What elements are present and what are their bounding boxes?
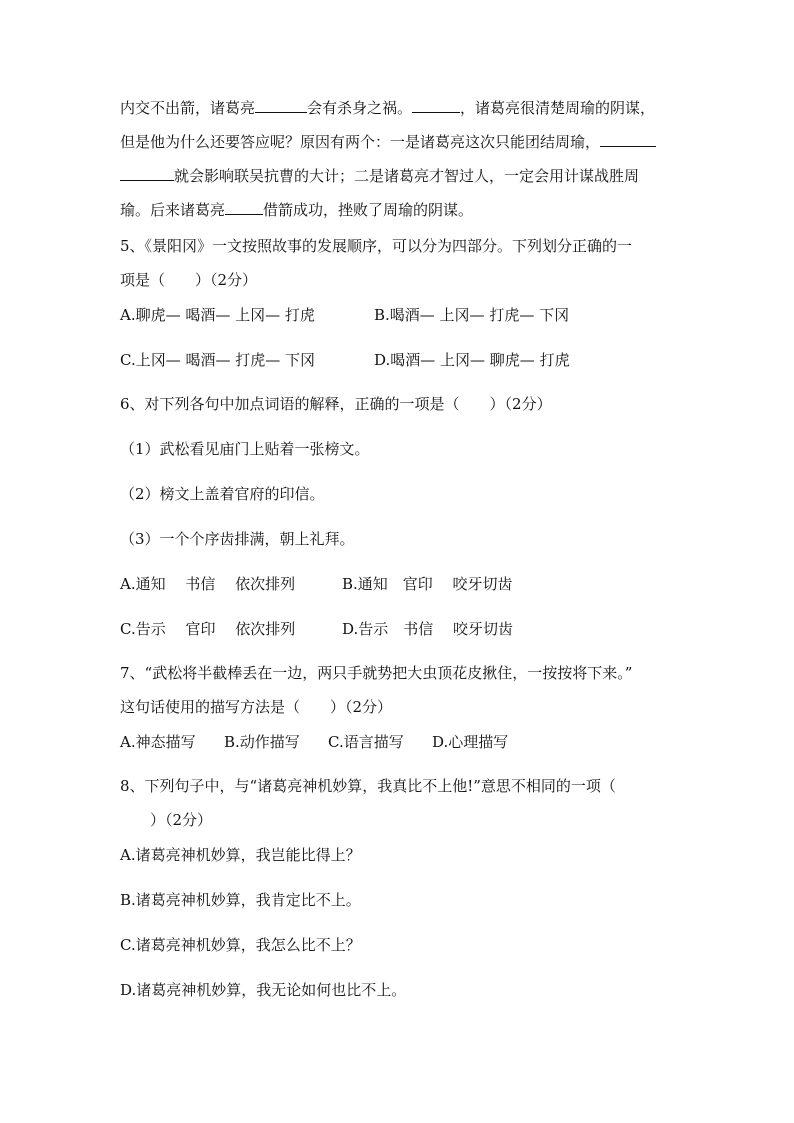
option-a: A.诸葛亮神机妙算，我岂能比得上？ <box>120 846 361 864</box>
answer-blank <box>412 96 460 113</box>
question-7 <box>120 661 680 719</box>
question-stem: 5、《景阳冈》一文按照故事的发展顺序，可以分为四部分。下列划分正确的一 <box>120 237 633 255</box>
option-b: B.诸葛亮神机妙算，我肯定比不上。 <box>120 891 361 909</box>
passage-text: 但是他为什么还要答应呢？原因有两个：一是诸葛亮这次只能团结周瑜， <box>120 133 601 151</box>
question-stem: 7、“武松将半截棒丢在一边，两只手就势把大虫顶花皮揪住，一按按将下来。” <box>120 664 633 682</box>
sub-sentence: （3）一个个序齿排满，朝上礼拜。 <box>120 530 355 548</box>
option-c: C.诸葛亮神机妙算，我怎么比不上？ <box>120 936 361 954</box>
passage-text: 内交不出箭，诸葛亮 <box>120 99 256 117</box>
passage-text: 会有杀身之祸。 <box>307 99 413 117</box>
passage-line <box>120 96 680 120</box>
option-a: A.聊虎— 喝酒— 上冈— 打虎 <box>120 306 315 324</box>
passage-line <box>120 164 680 188</box>
answer-blank <box>600 130 656 147</box>
option-d: D.心理描写 <box>432 733 509 751</box>
option-d: D.诸葛亮神机妙算，我无论如何也比不上。 <box>120 981 407 999</box>
exam-page <box>120 96 680 1002</box>
question-stem: 8、下列句子中，与“诸葛亮神机妙算，我真比不上他!”意思不相同的一项（ <box>120 777 616 795</box>
answer-blank <box>255 96 307 113</box>
option-row <box>120 348 680 372</box>
option-d: D.告示 书信 咬牙切齿 <box>342 620 514 638</box>
passage-line <box>120 198 680 222</box>
question-stem: ）（2分） <box>150 811 213 829</box>
option-c: C.告示 官印 依次排列 <box>120 620 296 638</box>
question-stem: 这句话使用的描写方法是（ ）（2分） <box>120 698 393 716</box>
passage-paragraph <box>120 96 680 222</box>
passage-text: 就会影响联吴抗曹的大计；二是诸葛亮才智过人，一定会用计谋战胜周 <box>174 167 640 185</box>
answer-blank <box>225 198 263 215</box>
option-b: B.通知 官印 咬牙切齿 <box>342 575 513 593</box>
passage-line <box>120 130 680 154</box>
answer-blank <box>120 164 174 181</box>
option-a: A.通知 书信 依次排列 <box>120 575 296 593</box>
option-b: B.动作描写 <box>224 733 300 751</box>
option-c: C.语言描写 <box>328 733 404 751</box>
option-a: A.神态描写 <box>120 733 196 751</box>
question-stem: 6、对下列各句中加点词语的解释，正确的一项是（ ）（2分） <box>120 395 552 413</box>
sub-sentence: （1）武松看见庙门上贴着一张榜文。 <box>120 440 370 458</box>
option-b: B.喝酒— 上冈— 打虎— 下冈 <box>374 306 570 324</box>
question-8 <box>120 774 680 832</box>
passage-text: 借箭成功，挫败了周瑜的阴谋。 <box>263 201 474 219</box>
option-row <box>120 617 680 641</box>
question-5 <box>120 234 680 292</box>
passage-text: ，诸葛亮很清楚周瑜的阴谋， <box>460 99 656 117</box>
sub-sentence: （2）榜文上盖着官府的印信。 <box>120 485 325 503</box>
option-row <box>120 730 680 754</box>
passage-text: 瑜。后来诸葛亮 <box>120 201 226 219</box>
option-row <box>120 303 680 327</box>
option-row <box>120 572 680 596</box>
option-d: D.喝酒— 上冈— 聊虎— 打虎 <box>374 351 570 369</box>
question-stem: 项是（ ）（2分） <box>120 271 258 289</box>
option-c: C.上冈— 喝酒— 打虎— 下冈 <box>120 351 316 369</box>
